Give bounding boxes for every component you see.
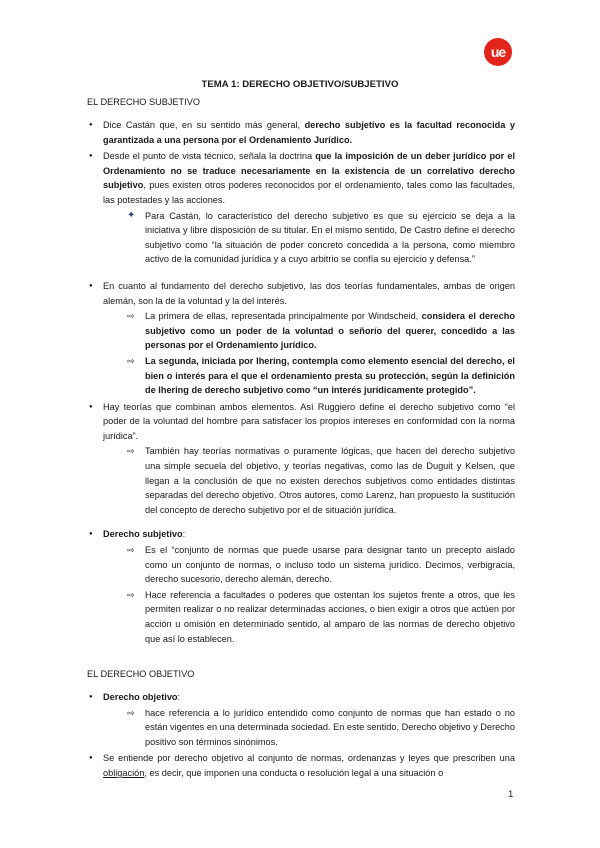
section-objetivo-body: [87, 690, 515, 783]
section-heading-objetivo: EL DERECHO OBJETIVO: [87, 669, 195, 679]
arrow-bullet-icon: ⇨: [127, 589, 135, 600]
arrow-bullet-icon: ⇨: [127, 311, 135, 322]
sub-list-item: ⇨ Es el “conjunto de normas que puede usarse para designar tanto un precepto aislado como un conjunto de normas, o incluso todo un sistema jurídico. Decimos, verbigracia, derecho sucesorio, derecho alemán, derecho.: [127, 545, 515, 585]
arrow-bullet-icon: ⇨: [127, 446, 135, 457]
sub-list-item: ⇨ hace referencia a lo jurídico entendido como conjunto de normas que han estado o no están vigentes en una determinada sociedad. En este sentido, Derecho objetivo y Derecho positivo son términos sinónimos.: [127, 707, 515, 747]
arrow-bullet-icon: ⇨: [127, 355, 135, 366]
sub-list-item: ✦ Para Castán, lo característico del derecho subjetivo es que su ejercicio se deja a la iniciativa y libre disposición de su titular. En el mismo sentido, De Castro define el derecho subjetivo como “la situación de poder concreto concedida a la persona, como miembro activo de la comunidad jurídica y a cuyo arbitrio se confía su ejercicio y defensa.”: [127, 209, 515, 265]
arrow-bullet-icon: ⇨: [127, 707, 135, 718]
list-item: ● Desde el punto de vista técnico, señala la doctrina que la imposición de un deber jurídico por el Ordenamiento no se traduce necesariamente en la existencia de un correlativo derecho subjetivo, pues existen otros poderes reconocidos por el ordenamiento, tales como las facultades, las potestades y las acciones. ✦ Para Castán, lo característico del derecho subjetivo es que su ejercicio se deja a la iniciativa y libre disposición de su titular. En el mismo sentido, De Castro define el derecho subjetivo como “la situación de poder concreto concedida a la persona, como miembro activo de la comunidad jurídica y a cuyo arbitrio se confía su ejercicio y defensa.”: [87, 149, 515, 267]
star-bullet-icon: ✦: [127, 209, 136, 221]
sub-list-item: ⇨ La segunda, iniciada por Ihering, contempla como elemento esencial del derecho, el bien o interés para el que el ordenamiento presta su protección, según la definición de Ihering de derecho subjetivo como “un interés jurídicamente protegido”.: [127, 355, 515, 396]
list-item: ● Derecho subjetivo: ⇨ Es el “conjunto de normas que puede usarse para designar tanto un precepto aislado como un conjunto de normas, o incluso todo un sistema jurídico. Decimos, verbigracia, derecho sucesorio, derecho alemán, derecho. ⇨ Hace referencia a facultades o poderes que ostentan los sujetos frente a otros, que les permiten realizar o no realizar determinadas acciones, o bien exigir a otros que actúen por acción u omisión en determinado sentido, al amparo de las normas de derecho objetivo que así lo establecen.: [87, 527, 515, 646]
sub-list-item: ⇨ También hay teorías normativas o puramente lógicas, que hacen del derecho subjetivo una simple secuela del objetivo, y teorías negativas, como las de Duguit y Kelsen, que llegan a la conclusión de que no existen derechos subjetivos como entidades distintas separadas del derecho objetivo. Otros autores, como Larenz, han propuesto la sustitución del concepto de derecho subjetivo por el de situación jurídica.: [127, 446, 515, 515]
ue-logo: ue: [484, 38, 512, 66]
sub-list-item: ⇨ La primera de ellas, representada principalmente por Windscheid, considera el derecho subjetivo como un poder de la voluntad o señorío del querer, concedido a las personas por el Ordenamiento jurídico.: [127, 311, 515, 351]
section-subjetivo-body: [87, 118, 515, 648]
list-item: ● Hay teorías que combinan ambos elementos. Así Ruggiero define el derecho subjetivo como “el poder de la voluntad del hombre para satisfacer los propios intereses en conformidad con la norma jurídica”. ⇨ También hay teorías normativas o puramente lógicas, que hacen del derecho subjetivo una simple secuela del objetivo, y teorías negativas, como las de Duguit y Kelsen, que llegan a la conclusión de que no existen derechos subjetivos como entidades distintas separadas del derecho objetivo. Otros autores, como Larenz, han propuesto la sustitución del concepto de derecho subjetivo por el de situación jurídica.: [87, 400, 515, 518]
list-item: ● Dice Castán que, en su sentido más general, derecho subjetivo es la facultad reconocida y garantizada a una persona por el Ordenamiento Jurídico.: [87, 118, 515, 147]
list-item: ● Se entiende por derecho objetivo al conjunto de normas, ordenanzas y leyes que prescriben una obligación, es decir, que imponen una conducta o resolución legal a una situación o: [87, 751, 515, 780]
sub-list-item: ⇨ Hace referencia a facultades o poderes que ostentan los sujetos frente a otros, que les permiten realizar o no realizar determinadas acciones, o bien exigir a otros que actúen por acción u omisión en determinado sentido, al amparo de las normas de derecho objetivo que así lo establecen.: [127, 589, 515, 644]
page-number: 1: [508, 789, 514, 800]
page-title: TEMA 1: DERECHO OBJETIVO/SUBJETIVO: [201, 79, 399, 90]
list-item: ● En cuanto al fundamento del derecho subjetivo, las dos teorías fundamentales, ambas de origen alemán, son la de la voluntad y la del interés. ⇨ La primera de ellas, representada principalmente por Windscheid, considera el derecho subjetivo como un poder de la voluntad o señorío del querer, concedido a las personas por el Ordenamiento jurídico. ⇨ La segunda, iniciada por Ihering, contempla como elemento esencial del derecho, el bien o interés para el que el ordenamiento presta su protección, según la definición de Ihering de derecho subjetivo como “un interés jurídicamente protegido”.: [87, 279, 515, 398]
arrow-bullet-icon: ⇨: [127, 545, 135, 556]
list-item: ● Derecho objetivo: ⇨ hace referencia a lo jurídico entendido como conjunto de normas que han estado o no están vigentes en una determinada sociedad. En este sentido, Derecho objetivo y Derecho positivo son términos sinónimos.: [87, 690, 515, 749]
section-heading-subjetivo: EL DERECHO SUBJETIVO: [87, 97, 200, 107]
